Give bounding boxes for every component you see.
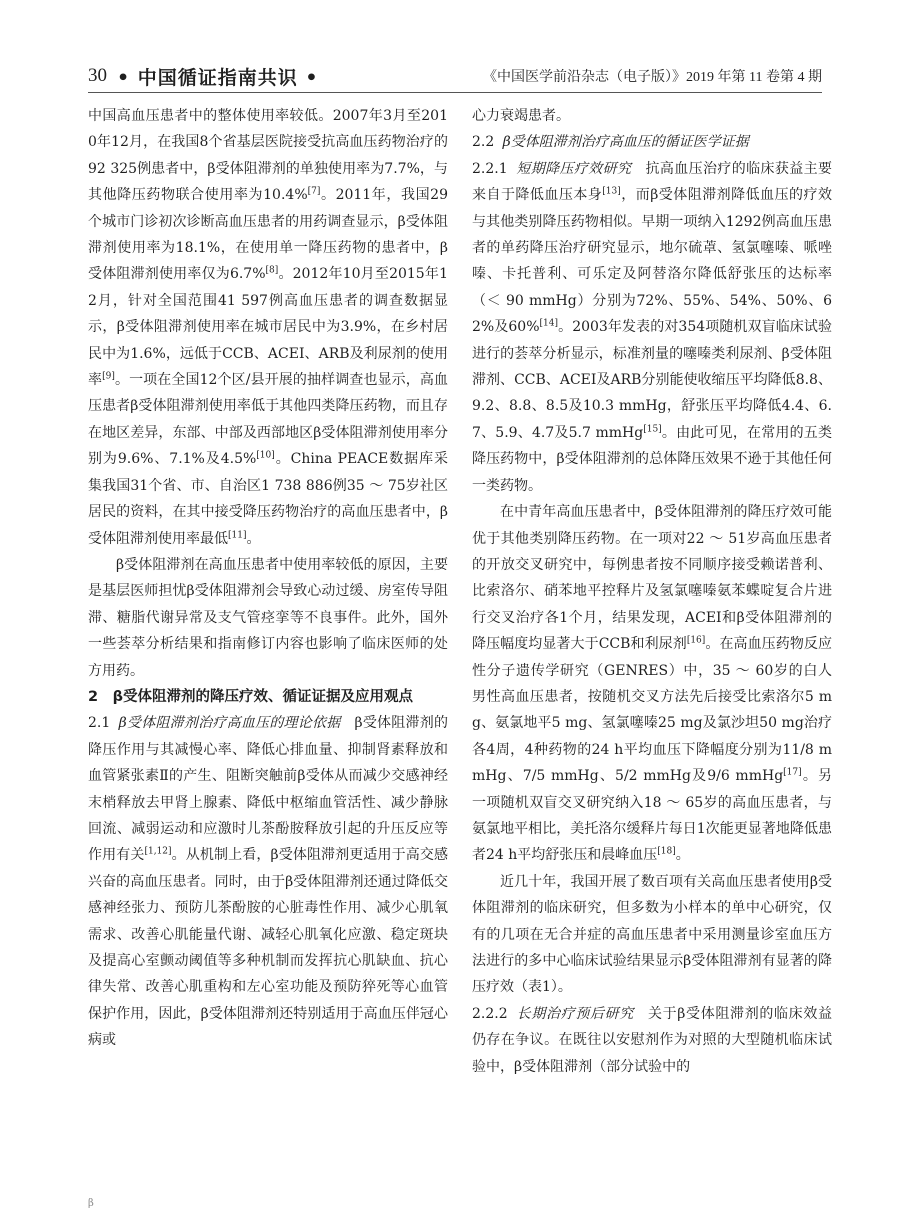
text-run: ，而β受体阻滞剂降低血压的疗效与其他类别降压药物相似。早期一项纳入1292例高血压患者的单药降压治疗研究显示，地尔硫䓬、氢氯噻嗪、哌唑嗪、卡托普利、可乐定及阿替洛尔降低舒张压的达标率（＜ 90 mmHg）分别为72%、55%、54%、50%、62%及60% bbox=[472, 187, 833, 336]
paragraph bbox=[472, 156, 832, 499]
citation-ref: [1,12] bbox=[144, 846, 172, 857]
citation-ref: [7] bbox=[307, 186, 321, 197]
text-run: 。另一项随机双盲交叉研究纳入18 ～ 65岁的高血压患者，与氨氯地平相比，美托洛尔缓释片每日1次能更显著地降低患者24 h平均舒张压和晨峰血压 bbox=[472, 768, 832, 864]
text-run: β受体阻滞剂的降压作用与其减慢心率、降低心排血量、抑制肾素释放和血管紧张素Ⅱ的产生、阻断突触前β受体从而减少交感神经末梢释放去甲肾上腺素、降低中枢缩血管活性、减少静脉回流、减弱运动和应激时儿茶酚胺释放引起的升压反应等作用有关 bbox=[88, 715, 448, 864]
citation-ref: [16] bbox=[686, 635, 706, 646]
journal-citation: 《中国医学前沿杂志（电子版）》2019 年第 11 卷第 4 期 bbox=[483, 70, 822, 85]
citation-ref: [11] bbox=[228, 530, 247, 541]
citation-ref: [9] bbox=[102, 371, 115, 382]
text-run: 。 bbox=[246, 530, 261, 547]
text-run: 。由此可见，在常用的五类降压药物中，β受体阻滞剂的总体降压效果不逊于其他任何一类药物。 bbox=[472, 424, 833, 494]
citation-ref: [13] bbox=[602, 186, 621, 197]
subsection-heading-2-2: 2.2 β受体阻滞剂治疗高血压的循证医学证据 bbox=[472, 134, 749, 151]
citation-ref: [18] bbox=[657, 846, 676, 857]
text-run: 。2011年，我国29个城市门诊初次诊断高血压患者的用药调查显示，β受体阻滞剂使用率为18.1%，在使用单一降压药物的患者中，β受体阻滞剂使用率仅为6.7% bbox=[88, 187, 448, 283]
citation-ref: [15] bbox=[643, 424, 662, 435]
right-column bbox=[472, 103, 832, 1080]
paragraph-body bbox=[472, 161, 832, 494]
paragraph-body: 关于β受体阻滞剂的临床效益仍存在争议。在既往以安慰剂作为对照的大型随机临床试验中，β受体阻滞剂（部分试验中的 bbox=[472, 1005, 832, 1075]
text-run: 。2003年发表的对354项随机双盲临床试验进行的荟萃分析显示，标准剂量的噻嗪类利尿剂、β受体阻滞剂、CCB、ACEI及ARB分别能使收缩压平均降低8.8、9.2、8.8、8.5及10.3 mmHg，舒张压平均降低4.4、6.7、5.9、4.7及5.7 mmHg bbox=[472, 319, 833, 441]
subsection-heading-2-2-2: 2.2.2 长期治疗预后研究 bbox=[472, 1005, 634, 1022]
paragraph bbox=[472, 499, 832, 869]
page-header bbox=[88, 60, 822, 93]
citation-ref: [17] bbox=[783, 767, 802, 778]
paragraph: 近几十年，我国开展了数百项有关高血压患者使用β受体阻滞剂的临床研究，但多数为小样本的单中心研究，仅有的几项在无合并症的高血压患者中采用测量诊室血压方法进行的多中心临床试验结果显示β受体阻滞剂有显著的降压疗效（表1）。 bbox=[472, 873, 832, 996]
subsection-heading-2-2-1: 2.2.1 短期降压疗效研究 bbox=[472, 160, 632, 177]
header-left bbox=[88, 63, 319, 90]
citation-ref: [10] bbox=[256, 450, 275, 461]
footer-mark: β bbox=[88, 1198, 94, 1209]
paragraph bbox=[88, 710, 448, 1053]
text-run: 在中青年高血压患者中，β受体阻滞剂的降压疗效可能优于其他类别降压药物。在一项对22 ～ 51岁高血压患者的开放交叉研究中，每例患者按不同顺序接受赖诺普利、比索洛尔、硝苯地平控释片及氢氯噻嗪氨苯蝶啶复合片进行交叉治疗各1个月，结果发现，ACEI和β受体阻滞剂的降压幅度均显著大于CCB和利尿剂 bbox=[472, 504, 832, 653]
text-run: 。在高血压药物反应性分子遗传学研究（GENRES）中，35 ～ 60岁的白人男性高血压患者，按随机交叉方法先后接受比索洛尔5 mg、氨氯地平5 mg、氢氯噻嗪25 mg及氯沙坦50 mg治疗各4周，4种药物的24 h平均血压下降幅度分别为11/8 mmHg、7/5 mmHg、5/2 mmHg及9/6 mmHg bbox=[472, 636, 832, 785]
text-run: 。China PEACE数据库采集我国31个省、市、自治区1 738 886例35 ～ 75岁社区居民的资料，在其中接受降压药物治疗的高血压患者中，β受体阻滞剂使用率最低 bbox=[88, 451, 449, 547]
text-run: 。一项在全国12个区/县开展的抽样调查也显示，高血压患者β受体阻滞剂使用率低于其他四类降压药物，而且存在地区差异，东部、中部及西部地区β受体阻滞剂使用率分别为9.6%、7.1%及4.5% bbox=[88, 372, 448, 468]
text-run: 。 bbox=[675, 847, 690, 864]
citation-ref: [14] bbox=[539, 318, 559, 329]
paragraph bbox=[472, 1001, 832, 1080]
subsection-heading-2-1: 2.1 β受体阻滞剂治疗高血压的理论依据 bbox=[88, 715, 341, 732]
section-title: • 中国循证指南共识 • bbox=[117, 66, 319, 89]
paragraph-body bbox=[88, 715, 448, 1048]
page-number: 30 bbox=[88, 65, 107, 86]
paragraph bbox=[88, 103, 448, 552]
text-run: 中国高血压患者中的整体使用率较低。2007年3月至2010年12月，在我国8个省基层医院接受抗高血压药物治疗的92 325例患者中，β受体阻滞剂的单独使用率为7.7%，与其他降压药物联合使用率为10.4% bbox=[88, 108, 448, 204]
paragraph: 心力衰竭患者。 bbox=[472, 108, 570, 124]
section-heading-2: 2 β受体阻滞剂的降压疗效、循证证据及应用观点 bbox=[88, 688, 413, 705]
text-run: 。2012年10月至2015年12月，针对全国范围41 597例高血压患者的调查数据显示，β受体阻滞剂使用率在城市居民中为3.9%，在乡村居民中为1.6%，远低于CCB、ACEI、ARB及利尿剂的使用率 bbox=[88, 266, 448, 389]
left-column bbox=[88, 103, 448, 1054]
text-run: 抗高血压治疗的临床获益主要来自于降低血压本身 bbox=[472, 160, 832, 204]
text-run: 。从机制上看，β受体阻滞剂更适用于高交感兴奋的高血压患者。同时，由于β受体阻滞剂还通过降低交感神经张力、预防儿茶酚胺的心脏毒性作用、减少心肌氧需求、改善心肌能量代谢、减轻心肌氧化应激、稳定斑块及提高心室颤动阈值等多种机制而发挥抗心肌缺血、抗心律失常、改善心肌重构和左心室功能及预防猝死等心血管保护作用，因此，β受体阻滞剂还特别适用于高血压伴冠心病或 bbox=[88, 847, 449, 1049]
paragraph: β受体阻滞剂在高血压患者中使用率较低的原因，主要是基层医师担忧β受体阻滞剂会导致心动过缓、房室传导阻滞、糖脂代谢异常及支气管痉挛等不良事件。此外，国外一些荟萃分析结果和指南修订内容也影响了临床医师的处方用药。 bbox=[88, 556, 448, 679]
citation-ref: [8] bbox=[265, 266, 279, 277]
